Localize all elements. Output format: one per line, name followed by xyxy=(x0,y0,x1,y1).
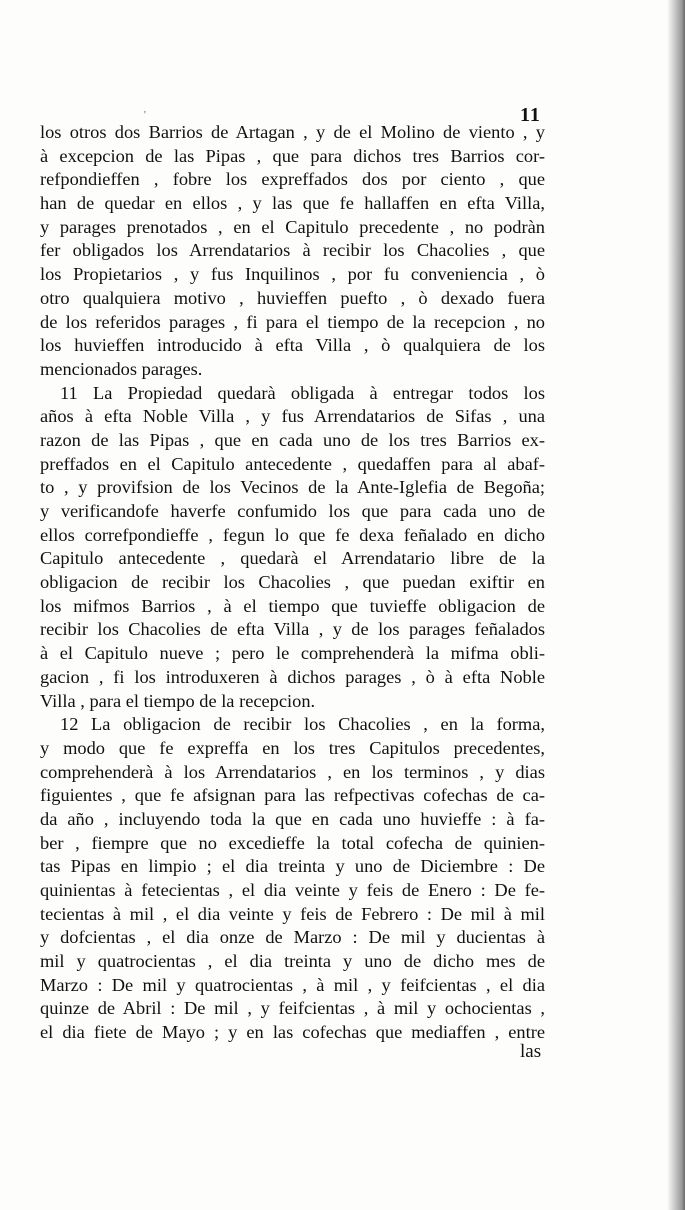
text-line: los Propietarios , y fus Inquilinos , por fu conveniencia , ò xyxy=(40,264,545,285)
text-line: quinze de Abril : De mil , y feifcientas , à mil y ochocientas , xyxy=(40,998,545,1019)
catchword: las xyxy=(520,1041,542,1062)
text-line: to , y provifsion de los Vecinos de la Ante-Iglefia de Begoña; xyxy=(40,477,545,498)
paragraph-12-start: 12 La obligacion de recibir los Chacolies , en la forma, xyxy=(60,714,545,735)
text-line: años à efta Noble Villa , y fus Arrendatarios de Sifas , una xyxy=(40,406,545,427)
paragraph-11-start: 11 La Propiedad quedarà obligada à entregar todos los xyxy=(60,382,545,403)
text-line: y dofcientas , el dia onze de Marzo : De mil y ducientas à xyxy=(40,927,545,948)
text-line: y verificandofe haverfe confumido los que para cada uno de xyxy=(40,501,545,521)
text-line: ellos correfpondieffe , fegun lo que fe dexa feñalado en dicho xyxy=(40,524,545,545)
text-line: el dia fiete de Mayo ; y en las cofechas que mediaffen , entre xyxy=(40,1022,545,1043)
text-line: quinientas à fetecientas , el dia veinte y feis de Enero : De fe- xyxy=(40,880,545,900)
text-line: los otros dos Barrios de Artagan , y de el Molino de viento , y xyxy=(40,122,545,142)
text-line: los huvieffen introducido à efta Villa , ò qualquiera de los xyxy=(40,335,545,356)
page-number: 11 xyxy=(520,104,541,126)
text-line: tecientas à mil , el dia veinte y feis de Febrero : De mil à mil xyxy=(40,903,545,924)
text-line: da año , incluyendo toda la que en cada uno huvieffe : à fa- xyxy=(40,808,545,829)
text-line: obligacion de recibir los Chacolies , que puedan exiftir en xyxy=(40,572,545,593)
text-line: comprehenderà à los Arrendatarios , en los terminos , y dias xyxy=(40,761,545,782)
text-line: refpondieffen , fobre los expreffados dos por ciento , que xyxy=(40,169,545,190)
text-line: otro qualquiera motivo , huvieffen puefto , ò dexado fuera xyxy=(40,287,545,308)
text-line: los mifmos Barrios , à el tiempo que tuvieffe obligacion de xyxy=(40,595,545,616)
header-mark: ' xyxy=(144,110,146,121)
text-line: de los referidos parages , fi para el tiempo de la recepcion , no xyxy=(40,311,545,332)
text-line: mil y quatrocientas , el dia treinta y uno de dicho mes de xyxy=(40,951,545,972)
text-line: mencionados parages. xyxy=(40,358,203,379)
text-line: Villa , para el tiempo de la recepcion. xyxy=(40,690,316,711)
text-line: y parages prenotados , en el Capitulo precedente , no podràn xyxy=(40,216,545,237)
text-line: Capitulo antecedente , quedarà el Arrendatario libre de la xyxy=(40,548,545,569)
text-line: gacion , fi los introduxeren à dichos parages , ò à efta Noble xyxy=(40,666,545,687)
text-line: razon de las Pipas , que en cada uno de los tres Barrios ex- xyxy=(40,429,545,450)
text-line: y modo que fe expreffa en los tres Capitulos precedentes, xyxy=(40,737,545,758)
page-edge-shadow xyxy=(667,0,685,1210)
text-line: ber , fiempre que no excedieffe la total cofecha de quinien- xyxy=(40,832,545,853)
text-line: fer obligados los Arrendatarios à recibir los Chacolies , que xyxy=(40,240,545,261)
body-text xyxy=(40,121,545,1045)
text-line: à excepcion de las Pipas , que para dichos tres Barrios cor- xyxy=(40,145,545,166)
text-line: à el Capitulo nueve ; pero le comprehenderà la mifma obli- xyxy=(40,643,545,664)
text-line: tas Pipas en limpio ; el dia treinta y uno de Diciembre : De xyxy=(40,856,545,877)
text-line: Marzo : De mil y quatrocientas , à mil , y feifcientas , el dia xyxy=(40,974,545,995)
text-line: recibir los Chacolies de efta Villa , y de los parages feñalados xyxy=(40,619,545,640)
text-line: han de quedar en ellos , y las que fe hallaffen en efta Villa, xyxy=(40,193,545,214)
text-line: preffados en el Capitulo antecedente , quedaffen para al abaf- xyxy=(40,453,545,474)
text-line: figuientes , que fe afsignan para las refpectivas cofechas de ca- xyxy=(40,785,545,806)
